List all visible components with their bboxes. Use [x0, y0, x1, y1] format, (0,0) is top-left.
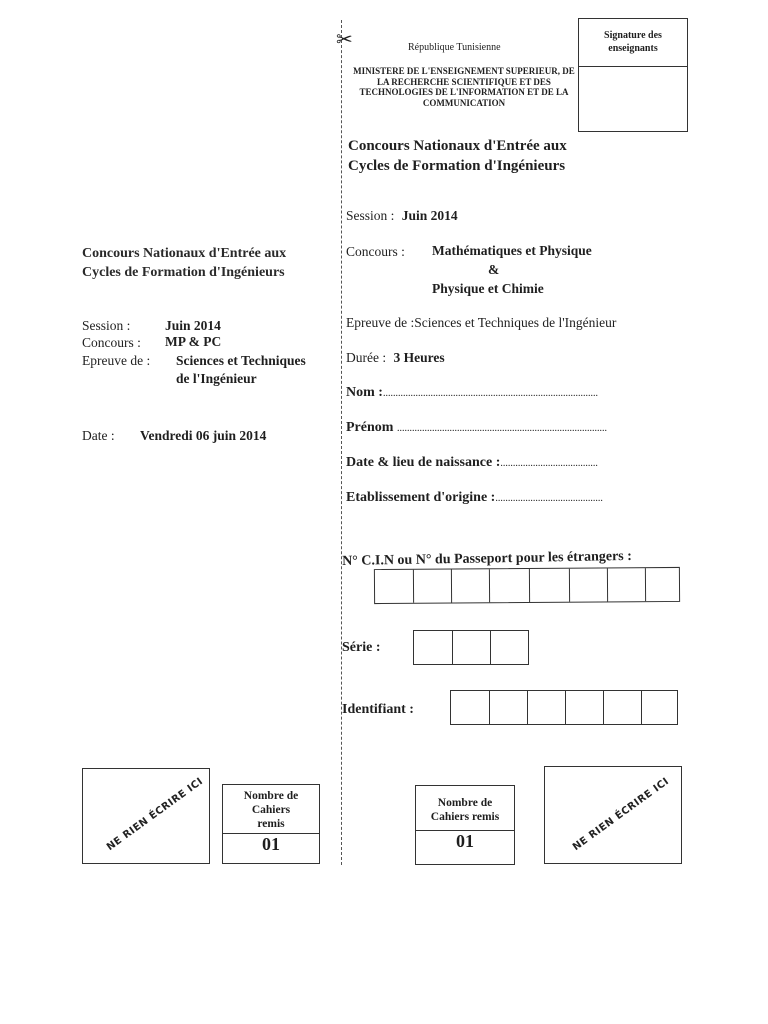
- identifiant-cell[interactable]: [603, 691, 641, 724]
- republic-label: République Tunisienne: [408, 42, 501, 53]
- cin-input-cells[interactable]: [374, 567, 680, 604]
- cin-cell[interactable]: [529, 569, 569, 602]
- do-not-write-stamp-left: [82, 768, 210, 864]
- left-title-line1: Concours Nationaux d'Entrée aux: [82, 246, 287, 261]
- left-concours-label: Concours :: [82, 335, 141, 350]
- identifiant-cell[interactable]: [565, 691, 603, 724]
- left-session-value: Juin 2014: [165, 318, 221, 333]
- right-session-label: Session :: [346, 208, 395, 223]
- right-duree-label: Durée :: [346, 350, 387, 365]
- nb-right-value: 01: [416, 830, 514, 852]
- right-session: [346, 208, 458, 224]
- right-concours-line2: &: [488, 262, 500, 277]
- left-title-line2: Cycles de Formation d'Ingénieurs: [82, 265, 285, 280]
- etablissement-label: Etablissement d'origine :: [346, 490, 496, 505]
- scissors-icon: ✂: [336, 29, 353, 51]
- nb-left-line2: Cahiers: [251, 804, 291, 816]
- right-title-line2: Cycles de Formation d'Ingénieurs: [348, 158, 566, 174]
- left-epreuve-line1: Sciences et Techniques: [176, 353, 306, 368]
- serie-cell[interactable]: [490, 631, 528, 664]
- right-concours-line1: Mathématiques et Physique: [432, 243, 592, 258]
- stamp-text-right: NE RIEN ÉCRIRE ICI: [570, 775, 672, 854]
- left-date-value: Vendredi 06 juin 2014: [140, 428, 267, 443]
- right-title: [348, 136, 567, 176]
- right-epreuve: Epreuve de :Sciences et Techniques de l'Ingénieur: [346, 315, 617, 330]
- serie-cell[interactable]: [414, 631, 452, 664]
- left-epreuve-line2: de l'Ingénieur: [176, 371, 257, 386]
- signature-box: [578, 18, 688, 132]
- nb-left-line3: remis: [257, 818, 285, 830]
- naissance-field[interactable]: [346, 455, 598, 471]
- left-date-label: Date :: [82, 428, 115, 443]
- right-title-line1: Concours Nationaux d'Entrée aux: [348, 138, 567, 154]
- nombre-cahiers-box-right: [415, 785, 515, 865]
- naissance-label: Date & lieu de naissance :: [346, 455, 501, 470]
- cin-cell[interactable]: [569, 568, 607, 601]
- left-concours-value: MP & PC: [165, 334, 222, 349]
- cut-line: [341, 20, 342, 865]
- identifiant-cell[interactable]: [489, 691, 527, 724]
- right-duree: [346, 350, 445, 366]
- nb-right-line1: Nombre de: [437, 797, 493, 809]
- nb-left-value: 01: [223, 833, 319, 855]
- etablissement-dots: ...........................................: [495, 493, 603, 504]
- right-concours-line3: Physique et Chimie: [432, 281, 544, 296]
- left-session-label: Session :: [82, 318, 131, 333]
- left-epreuve-label: Epreuve de :: [82, 353, 151, 368]
- right-duree-value: 3 Heures: [393, 350, 445, 365]
- ministry-label: MINISTERE DE L'ENSEIGNEMENT SUPERIEUR, DE LA RECHERCHE SCIENTIFIQUE ET DES TECHNOLOGIES DE L'INFORMATION ET DE LA COMMUNICATION: [353, 66, 575, 108]
- cin-cell[interactable]: [451, 569, 489, 602]
- cin-cell[interactable]: [375, 570, 413, 603]
- etablissement-field[interactable]: [346, 490, 603, 506]
- prenom-dots: ....................................................................................: [396, 423, 607, 434]
- cin-cell[interactable]: [645, 568, 679, 601]
- bleed-through-text: [120, 70, 123, 86]
- serie-label: Série :: [342, 640, 381, 655]
- nb-left-line1: Nombre de: [243, 790, 299, 802]
- prenom-label: Prénom: [346, 420, 394, 435]
- cin-cell[interactable]: [413, 570, 451, 603]
- nombre-cahiers-box-left: [222, 784, 320, 864]
- left-title: [82, 244, 286, 282]
- identifiant-cell[interactable]: [527, 691, 565, 724]
- nom-dots: ......................................................................................: [382, 388, 598, 399]
- cin-cell[interactable]: [607, 568, 645, 601]
- serie-cell[interactable]: [452, 631, 490, 664]
- signature-label: Signature des enseignants: [579, 19, 687, 67]
- nom-field[interactable]: [346, 385, 598, 401]
- serie-input-cells[interactable]: [413, 630, 529, 665]
- identifiant-cell[interactable]: [641, 691, 677, 724]
- nb-right-line2: Cahiers remis: [430, 811, 500, 823]
- prenom-field[interactable]: [346, 420, 607, 436]
- identifiant-label: Identifiant :: [342, 702, 414, 717]
- right-session-value: Juin 2014: [401, 208, 458, 223]
- stamp-text-left: NE RIEN ÉCRIRE ICI: [104, 775, 206, 854]
- cin-cell[interactable]: [489, 569, 529, 602]
- identifiant-input-cells[interactable]: [450, 690, 678, 725]
- do-not-write-stamp-right: [544, 766, 682, 864]
- nom-label: Nom :: [346, 385, 383, 400]
- naissance-dots: .......................................: [500, 458, 598, 469]
- cin-label: N° C.I.N ou N° du Passeport pour les étrangers :: [342, 548, 632, 569]
- right-concours-label: Concours :: [346, 244, 405, 259]
- identifiant-cell[interactable]: [451, 691, 489, 724]
